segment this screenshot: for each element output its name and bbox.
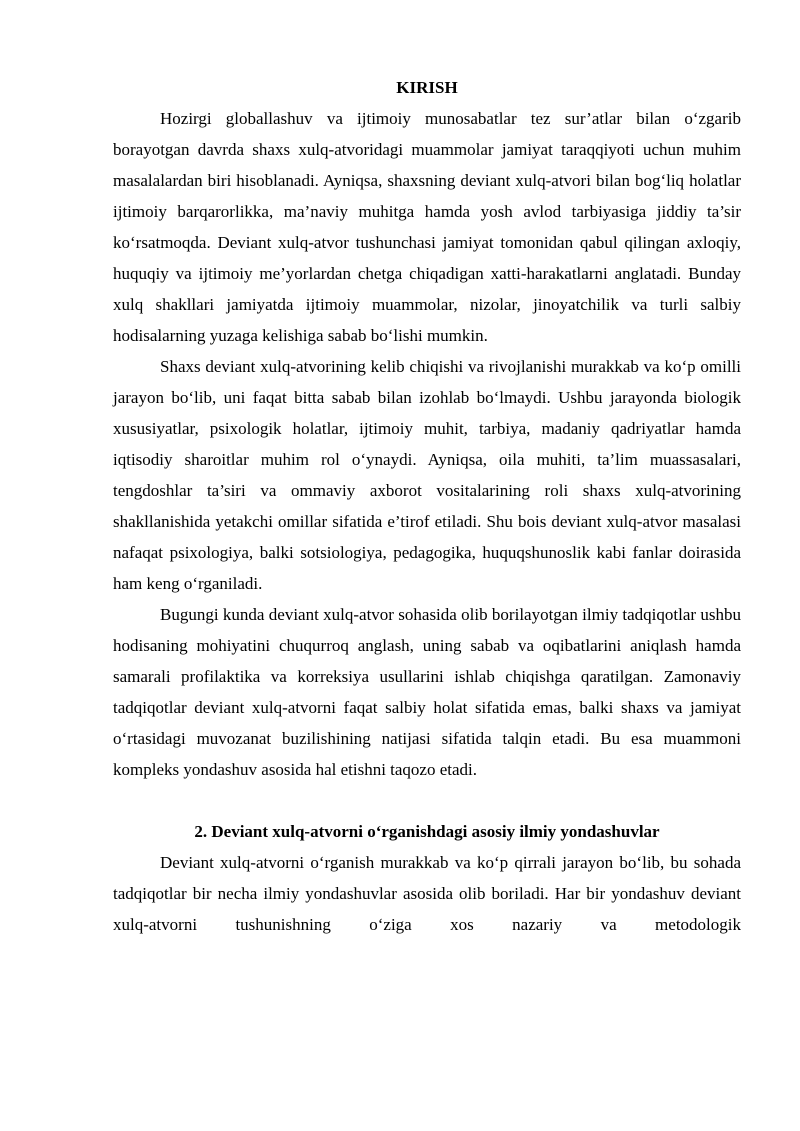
intro-paragraph-1: Hozirgi globallashuv va ijtimoiy munosabatlar tez sur’atlar bilan o‘zgarib borayotgan davrda shaxs xulq-atvoridagi muammolar jamiyat taraqqiyoti uchun muhim masalalardan biri hisoblanadi. Ayniqsa, shaxsning deviant xulq-atvori bilan bog‘liq holatlar ijtimoiy barqarorlikka, ma’naviy muhitga hamda yosh avlod tarbiyasiga jiddiy ta’sir ko‘rsatmoqda. Deviant xulq-atvor tushunchasi jamiyat tomonidan qabul qilingan axloqiy, huquqiy va ijtimoiy me’yorlardan chetga chiqadigan xatti-harakatlarni anglatadi. Bunday xulq shakllari jamiyatda ijtimoiy muammolar, nizolar, jinoyatchilik va turli salbiy hodisalarning yuzaga kelishiga sabab bo‘lishi mumkin. [113,109,741,345]
intro-paragraph-2: Shaxs deviant xulq-atvorining kelib chiqishi va rivojlanishi murakkab va ko‘p omilli jarayon bo‘lib, uni faqat bitta sabab bilan izohlab bo‘lmaydi. Ushbu jarayonda biologik xususiyatlar, psixologik holatlar, ijtimoiy muhit, tarbiya, madaniy qadriyatlar hamda iqtisodiy sharoitlar muhim rol o‘ynaydi. Ayniqsa, oila muhiti, ta’lim muassasalari, tengdoshlar ta’siri va ommaviy axborot vositalarining roli shaxs xulq-atvorining shakllanishida yetakchi omillar sifatida e’tirof etiladi. Shu bois deviant xulq-atvor masalasi nafaqat psixologiya, balki sotsiologiya, pedagogika, huquqshunoslik kabi fanlar doirasida ham keng o‘rganiladi. [113,357,741,593]
document-page [113,72,741,940]
intro-paragraph-3: Bugungi kunda deviant xulq-atvor sohasida olib borilayotgan ilmiy tadqiqotlar ushbu hodisaning mohiyatini chuqurroq anglash, uning sabab va oqibatlarini aniqlash hamda samarali profilaktika va korreksiya usullarini ishlab chiqishga qaratilgan. Zamonaviy tadqiqotlar deviant xulq-atvorni faqat salbiy holat sifatida emas, balki shaxs va jamiyat o‘rtasidagi muvozanat buzilishining natijasi sifatida talqin etadi. Bu esa muammoni kompleks yondashuv asosida hal etishni taqozo etadi. [113,605,741,779]
intro-title: KIRISH [396,78,458,97]
section-spacer [113,785,741,816]
section-heading: 2. Deviant xulq-atvorni o‘rganishdagi asosiy ilmiy yondashuvlar [194,822,660,841]
section-paragraph: Deviant xulq-atvorni o‘rganish murakkab va ko‘p qirrali jarayon bo‘lib, bu sohada tadqiqotlar bir necha ilmiy yondashuvlar asosida olib boriladi. Har bir yondashuv deviant xulq-atvorni tushunishning o‘ziga xos nazariy va metodologik [113,853,741,934]
